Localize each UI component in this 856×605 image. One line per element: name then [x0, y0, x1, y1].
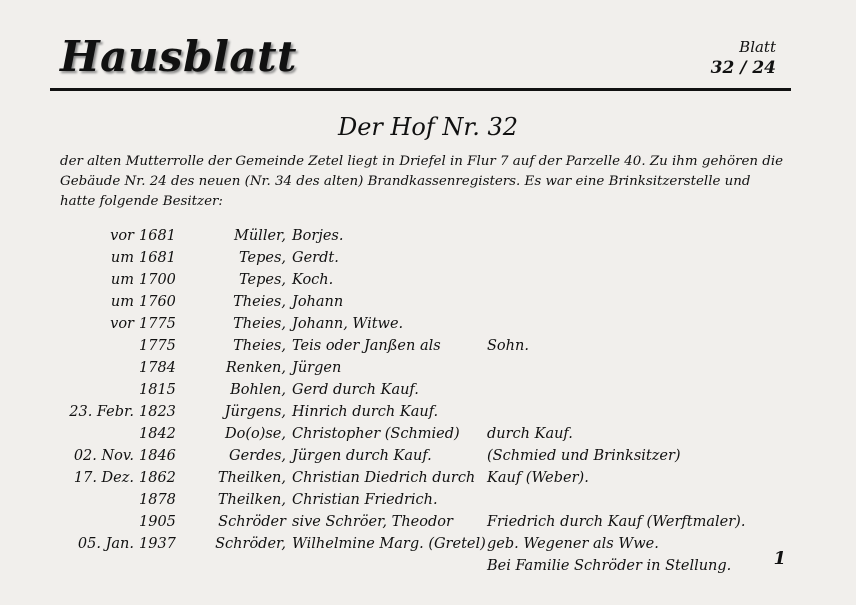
owner-row	[0, 401, 856, 423]
owner-surname: Theies,	[233, 338, 286, 354]
owner-row	[0, 379, 856, 401]
owner-given-name: Christian Friedrich.	[292, 492, 438, 508]
owner-row	[0, 225, 856, 247]
owner-date: 05. Jan.	[77, 536, 134, 552]
owner-date: vor	[110, 228, 134, 244]
owner-row	[0, 467, 856, 489]
owner-date: 02. Nov.	[73, 448, 134, 464]
header-divider	[50, 88, 791, 91]
owner-surname: Theies,	[233, 316, 286, 332]
owner-given-name: Wilhelmine Marg. (Gretel)	[292, 536, 486, 552]
owner-given-name: Christopher (Schmied)	[292, 426, 460, 442]
owner-given-name: Gerd durch Kauf.	[292, 382, 419, 398]
owner-note: Bei Familie Schröder in Stellung.	[487, 558, 732, 574]
owner-year: 1681	[139, 228, 176, 244]
owner-row	[0, 423, 856, 445]
owner-surname: Gerdes,	[228, 448, 286, 464]
owner-row	[0, 313, 856, 335]
owner-surname: Jürgens,	[224, 404, 286, 420]
farm-heading: Der Hof Nr. 32	[337, 113, 519, 141]
owner-note: geb. Wegener als Wwe.	[487, 536, 659, 552]
owner-surname: Müller,	[234, 228, 286, 244]
owner-year: 1815	[139, 382, 176, 398]
owner-note: durch Kauf.	[487, 426, 573, 442]
owner-note: Sohn.	[487, 338, 529, 354]
owner-given-name: Jürgen	[292, 360, 342, 376]
owner-year: 1681	[139, 250, 176, 266]
owner-surname: Tepes,	[238, 272, 286, 288]
owner-date: um	[110, 272, 134, 288]
owner-surname: Theilken,	[217, 470, 286, 486]
owner-year: 1775	[139, 338, 176, 354]
owner-row	[0, 445, 856, 467]
owner-year: 1846	[139, 448, 176, 464]
owner-given-name: Hinrich durch Kauf.	[292, 404, 439, 420]
owner-given-name: Christian Diedrich durch	[292, 470, 476, 486]
owner-year: 1878	[139, 492, 176, 508]
owner-note: Kauf (Weber).	[487, 470, 589, 486]
owner-surname: Theies,	[233, 294, 286, 310]
owner-row	[0, 489, 856, 511]
owner-surname: Renken,	[225, 360, 286, 376]
owner-date: 17. Dez.	[73, 470, 134, 486]
owner-given-name: Jürgen durch Kauf.	[292, 448, 432, 464]
sheet-number: 32 / 24	[710, 58, 776, 78]
owner-given-name: sive Schröer, Theodor	[292, 514, 453, 530]
owner-note: Friedrich durch Kauf (Werftmaler).	[487, 514, 746, 530]
owner-surname: Tepes,	[238, 250, 286, 266]
owner-given-name: Gerdt.	[292, 250, 339, 266]
owner-surname: Theilken,	[217, 492, 286, 508]
owner-year: 1775	[139, 316, 176, 332]
owner-year: 1760	[139, 294, 176, 310]
page-number: 1	[773, 548, 786, 569]
owner-date: vor	[110, 316, 134, 332]
owner-given-name: Borjes.	[292, 228, 344, 244]
owner-year: 1784	[139, 360, 176, 376]
page-title: Hausblatt	[60, 32, 297, 81]
owner-row	[0, 357, 856, 379]
owner-date: um	[110, 250, 134, 266]
owner-row	[0, 555, 856, 577]
owner-year: 1823	[139, 404, 176, 420]
owner-row	[0, 511, 856, 533]
owner-surname: Schröder,	[215, 536, 286, 552]
owner-given-name: Koch.	[292, 272, 334, 288]
owner-year: 1905	[139, 514, 176, 530]
owner-date: um	[110, 294, 134, 310]
owner-year: 1842	[139, 426, 176, 442]
owner-surname: Schröder	[218, 514, 286, 530]
owner-surname: Bohlen,	[230, 382, 286, 398]
owner-given-name: Johann, Witwe.	[292, 316, 404, 332]
owner-year: 1862	[139, 470, 176, 486]
owner-year: 1700	[139, 272, 176, 288]
owner-year: 1937	[139, 536, 176, 552]
owner-date: 23. Febr.	[69, 404, 134, 420]
owner-row	[0, 291, 856, 313]
owner-row	[0, 533, 856, 555]
owner-row	[0, 269, 856, 291]
owner-surname: Do(o)se,	[224, 426, 286, 442]
owner-note: (Schmied und Brinksitzer)	[487, 448, 681, 464]
owner-row	[0, 335, 856, 357]
intro-paragraph: der alten Mutterrolle der Gemeinde Zetel liegt in Driefel in Flur 7 auf der Parzelle 40. Zu ihm gehören die Gebäude Nr. 24 des neuen (Nr. 34 des alten) Brandkassenregisters. Es war eine Brinksitzerstelle und hatte folgende Besitzer:	[60, 154, 784, 209]
owner-row	[0, 247, 856, 269]
owner-given-name: Teis oder Janßen als	[292, 338, 441, 354]
sheet-label: Blatt	[739, 38, 776, 56]
owner-given-name: Johann	[292, 294, 344, 310]
